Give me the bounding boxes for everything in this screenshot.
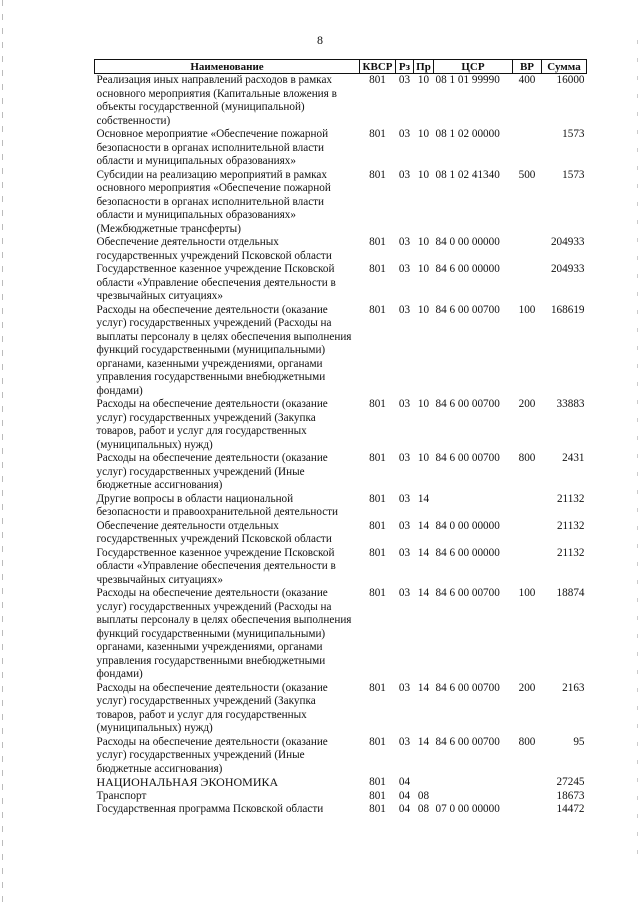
cell-csr: 84 6 00 00000 [435, 546, 500, 559]
cell-csr: 08 1 02 41340 [435, 168, 500, 181]
cell-pr: 08 [417, 789, 430, 802]
cell-rz: 03 [398, 236, 411, 248]
header-name: Наименование [95, 60, 360, 74]
cell-kvsr: 801 [369, 519, 386, 532]
cell-pr: 08 [417, 803, 430, 815]
cell-kvsr: 801 [369, 74, 386, 86]
table-row [95, 520, 587, 547]
cell-name: Расходы на обеспечение деятельности (оказание услуг) государственных учреждений (Расходы на выплаты персоналу в целях обеспечения выполнения функций государственными (муниципальными) органами, казенными учреждениями, органами управления государственными внебюджетными фондами) [96, 303, 352, 397]
cell-pr: 10 [417, 398, 430, 410]
cell-name: Основное мероприятие «Обеспечение пожарной безопасности в органах исполнительной власти области и муниципальных образованиях» [96, 128, 329, 167]
cell-pr: 14 [417, 587, 430, 599]
header-kvsr: КВСР [360, 60, 396, 74]
cell-vr: 800 [518, 735, 536, 748]
cell-kvsr: 801 [369, 803, 386, 815]
cell-kvsr: 801 [369, 681, 386, 694]
cell-sum: 204933 [550, 263, 585, 275]
table-row [95, 74, 587, 129]
cell-kvsr: 801 [369, 452, 386, 464]
cell-rz: 04 [398, 776, 411, 788]
table-row [95, 736, 587, 777]
cell-rz: 03 [398, 452, 411, 464]
table-row [95, 452, 587, 493]
cell-sum: 21132 [556, 519, 585, 532]
cell-vr [513, 128, 542, 169]
cell-pr: 14 [417, 546, 430, 559]
table-row [95, 493, 587, 520]
cell-sum: 1573 [562, 168, 585, 181]
table-row [95, 304, 587, 399]
cell-name: Расходы на обеспечение деятельности (оказание услуг) государственных учреждений (Иные бюджетные ассигнования) [96, 735, 328, 775]
cell-vr [513, 803, 542, 817]
cell-sum: 33883 [556, 398, 585, 410]
cell-vr: 800 [518, 452, 536, 464]
cell-rz: 04 [398, 803, 411, 815]
cell-rz: 03 [398, 263, 411, 275]
cell-pr [414, 776, 434, 790]
cell-csr: 84 6 00 00000 [435, 263, 500, 275]
cell-rz: 03 [398, 681, 411, 694]
cell-name: Другие вопросы в области национальной безопасности и правоохранительной деятельности [96, 492, 339, 518]
cell-vr [513, 236, 542, 263]
cell-rz: 03 [398, 519, 411, 532]
cell-rz: 03 [398, 546, 411, 559]
cell-csr [434, 776, 513, 790]
cell-vr: 500 [518, 168, 536, 181]
cell-vr: 100 [518, 303, 536, 316]
scan-edge-left [2, 0, 3, 905]
cell-kvsr: 801 [369, 303, 386, 316]
table-row [95, 587, 587, 682]
cell-sum: 95 [573, 735, 585, 748]
cell-csr: 84 0 00 00000 [435, 236, 500, 248]
header-sum: Сумма [542, 60, 587, 74]
cell-csr [434, 790, 513, 804]
cell-vr [513, 547, 542, 588]
cell-csr: 84 6 00 00700 [435, 681, 500, 694]
cell-rz: 03 [398, 128, 411, 140]
cell-vr [513, 520, 542, 547]
cell-vr: 400 [518, 74, 536, 86]
table-body [95, 74, 587, 817]
cell-pr: 14 [417, 681, 430, 694]
table-row [95, 128, 587, 169]
cell-name: Государственное казенное учреждение Псковской области «Управление обеспечения деятельности в чрезвычайных ситуациях» [96, 546, 336, 586]
cell-csr: 84 0 00 00000 [435, 519, 500, 532]
cell-rz: 03 [398, 587, 411, 599]
cell-csr [434, 493, 513, 520]
cell-vr: 100 [518, 587, 536, 599]
table-row [95, 236, 587, 263]
cell-kvsr: 801 [369, 776, 386, 788]
cell-sum: 2163 [562, 681, 585, 694]
cell-pr: 10 [417, 74, 430, 86]
cell-name: Субсидии на реализацию мероприятий в рамках основного мероприятия «Обеспечение пожарной безопасности в органах исполнительной власти области и муниципальных образованиях» (Межбюджетные трансферты) [96, 168, 331, 235]
cell-pr: 14 [417, 492, 430, 505]
table-row [95, 790, 587, 804]
cell-rz: 03 [398, 735, 411, 748]
cell-rz: 03 [398, 303, 411, 316]
header-vr: ВР [513, 60, 542, 74]
cell-name: Обеспечение деятельности отдельных государственных учреждений Псковской области [96, 236, 332, 262]
cell-name: Обеспечение деятельности отдельных государственных учреждений Псковской области [96, 519, 332, 545]
cell-name: Государственная программа Псковской области [96, 803, 324, 815]
cell-name: Расходы на обеспечение деятельности (оказание услуг) государственных учреждений (Расходы на выплаты персоналу в целях обеспечения выполнения функций государственными (муниципальными) органами, казенными учреждениями, органами управления государственными внебюджетными фондами) [96, 587, 352, 680]
table-row [95, 547, 587, 588]
cell-sum: 27245 [556, 776, 585, 788]
cell-pr: 14 [417, 735, 430, 748]
cell-sum: 16000 [556, 74, 585, 86]
table-row [95, 682, 587, 736]
cell-csr: 07 0 00 00000 [435, 803, 500, 815]
cell-kvsr: 801 [369, 735, 386, 748]
cell-rz: 04 [398, 789, 411, 802]
cell-sum: 14472 [556, 803, 585, 815]
cell-sum: 1573 [562, 128, 585, 140]
cell-vr: 200 [518, 681, 536, 694]
cell-pr: 10 [417, 128, 430, 140]
cell-kvsr: 801 [369, 168, 386, 181]
cell-vr [513, 263, 542, 304]
cell-name: Расходы на обеспечение деятельности (оказание услуг) государственных учреждений (Закупка товаров, работ и услуг для государственных (муниципальных) нужд) [96, 681, 328, 734]
header-row [95, 60, 587, 74]
cell-csr: 84 6 00 00700 [435, 303, 500, 316]
cell-sum: 2431 [562, 452, 585, 464]
header-pr: Пр [414, 60, 434, 74]
cell-sum: 204933 [550, 236, 585, 248]
cell-name: Расходы на обеспечение деятельности (оказание услуг) государственных учреждений (Иные бюджетные ассигнования) [96, 452, 328, 491]
cell-sum: 18874 [556, 587, 585, 599]
scan-edge-right [637, 40, 638, 860]
cell-sum: 21132 [556, 546, 585, 559]
cell-csr: 08 1 01 99990 [435, 74, 500, 86]
cell-csr: 84 6 00 00700 [435, 398, 500, 410]
table-row [95, 169, 587, 237]
cell-name: Реализация иных направлений расходов в рамках основного мероприятия (Капитальные вложения в объекты государственной (муниципальной) собственности) [96, 74, 337, 127]
cell-name: Государственное казенное учреждение Псковской области «Управление обеспечения деятельности в чрезвычайных ситуациях» [96, 263, 336, 302]
cell-pr: 10 [417, 452, 430, 464]
cell-vr: 200 [518, 398, 536, 410]
cell-kvsr: 801 [369, 398, 386, 410]
page-number: 8 [317, 33, 323, 47]
header-rz: Рз [396, 60, 414, 74]
cell-sum: 168619 [550, 303, 585, 316]
cell-kvsr: 801 [369, 789, 386, 802]
cell-name: Расходы на обеспечение деятельности (оказание услуг) государственных учреждений (Закупка товаров, работ и услуг для государственных (муниципальных) нужд) [96, 398, 328, 451]
cell-rz: 03 [398, 74, 411, 86]
cell-name: НАЦИОНАЛЬНАЯ ЭКОНОМИКА [96, 775, 279, 789]
cell-kvsr: 801 [369, 263, 386, 275]
cell-kvsr: 801 [369, 546, 386, 559]
table-row [95, 263, 587, 304]
cell-vr [513, 790, 542, 804]
cell-kvsr: 801 [369, 587, 386, 599]
cell-pr: 10 [417, 303, 430, 316]
table-header [95, 60, 587, 74]
cell-pr: 10 [417, 168, 430, 181]
cell-pr: 10 [417, 263, 430, 275]
cell-pr: 14 [417, 519, 430, 532]
cell-rz: 03 [398, 492, 411, 505]
cell-csr: 84 6 00 00700 [435, 587, 500, 599]
cell-kvsr: 801 [369, 492, 386, 505]
cell-csr: 84 6 00 00700 [435, 735, 500, 748]
cell-pr: 10 [417, 236, 430, 248]
cell-sum: 18673 [556, 789, 585, 802]
cell-kvsr: 801 [369, 236, 386, 248]
cell-rz: 03 [398, 398, 411, 410]
cell-rz: 03 [398, 168, 411, 181]
cell-vr [513, 493, 542, 520]
header-csr: ЦСР [434, 60, 513, 74]
cell-csr: 84 6 00 00700 [435, 452, 500, 464]
table-row [95, 776, 587, 790]
cell-csr: 08 1 02 00000 [435, 128, 500, 140]
table-row [95, 803, 587, 817]
cell-vr [513, 776, 542, 790]
budget-table [94, 59, 587, 817]
cell-sum: 21132 [556, 492, 585, 505]
table-row [95, 398, 587, 452]
cell-kvsr: 801 [369, 128, 386, 140]
cell-name: Транспорт [96, 789, 147, 802]
